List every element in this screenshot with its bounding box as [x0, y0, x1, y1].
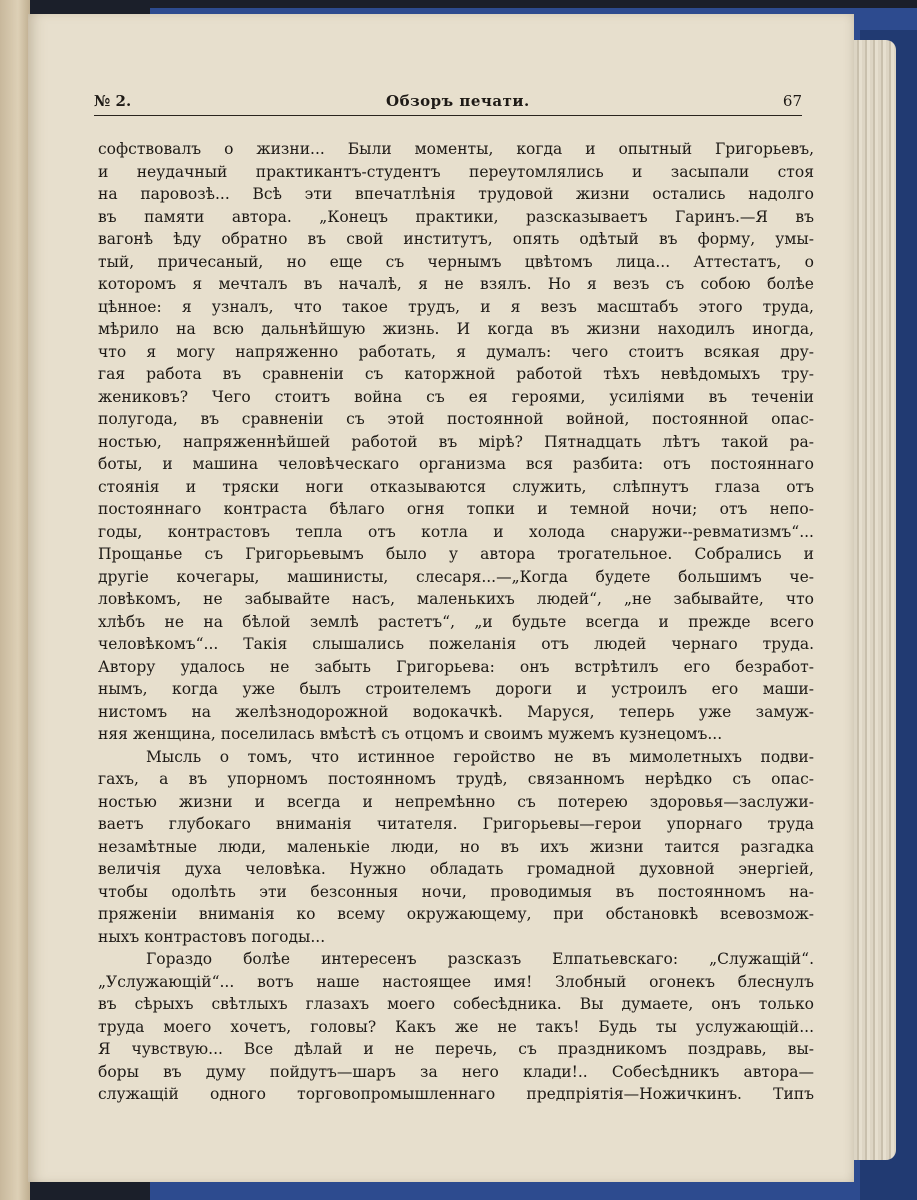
text-line: гая работа въ сравненіи съ каторжной работой тѣхъ невѣдомыхъ тру-: [98, 365, 814, 383]
text-line: человѣкомъ“... Такія слышались пожеланія отъ людей чернаго труда.: [98, 635, 814, 653]
text-line: служащій одного торговопромышленнаго предпріятія—Ножичкинъ. Типъ: [98, 1085, 814, 1103]
text-line: на паровозѣ... Всѣ эти впечатлѣнія трудовой жизни остались надолго: [98, 185, 814, 203]
text-line: ваетъ глубокаго вниманія читателя. Григорьевы—герои упорнаго труда: [98, 815, 814, 833]
facing-page-edge: [0, 0, 30, 1200]
issue-number: № 2.: [94, 92, 132, 110]
text-line: ностью, напряженнѣйшей работой въ мірѣ? Пятнадцать лѣтъ такой ра-: [98, 432, 814, 451]
section-title: Обзоръ печати.: [386, 92, 530, 110]
text-line: боры въ думу пойдутъ—шаръ за него клади!.. Собесѣдникъ автора—: [98, 1062, 814, 1081]
body-text: [98, 138, 814, 1106]
text-line: Прощанье съ Григорьевымъ было у автора трогательное. Собрались и: [98, 545, 814, 563]
text-line: величія духа человѣка. Нужно обладать громадной духовной энергіей,: [98, 860, 814, 878]
text-line: цѣнное: я узналъ, что такое трудъ, и я везъ масштабъ этого труда,: [98, 297, 814, 316]
text-line: софствовалъ о жизни... Были моменты, когда и опытный Григорьевъ,: [98, 140, 814, 158]
text-line: Гораздо болѣе интересенъ разсказъ Елпатьевскаго: „Служащій“.: [146, 950, 814, 968]
text-line: Я чувствую... Все дѣлай и не перечь, съ праздникомъ поздравь, вы-: [98, 1040, 814, 1058]
text-line: ловѣкомъ, не забывайте насъ, маленькихъ людей“, „не забывайте, что: [98, 590, 814, 608]
text-line: постояннаго контраста бѣлаго огня топки и темной ночи; отъ непо-: [98, 500, 814, 518]
text-line: въ памяти автора. „Конецъ практики, разсказываетъ Гаринъ.—Я въ: [98, 207, 814, 226]
text-line: которомъ я мечталъ въ началѣ, я не взялъ. Но я везъ съ собою болѣе: [98, 275, 814, 293]
text-line: что я могу напряженно работать, я думалъ: чего стоитъ всякая дру-: [98, 342, 814, 361]
text-line: „Услужающій“... вотъ наше настоящее имя! Злобный огонекъ блеснулъ: [98, 972, 814, 991]
text-line: пряженіи вниманія ко всему окружающему, при обстановкѣ всевозмож-: [98, 905, 814, 923]
text-line: жениковъ? Чего стоитъ война съ ея героями, усиліями въ теченіи: [98, 387, 814, 406]
text-line: тый, причесаный, но еще съ чернымъ цвѣтомъ лица... Аттестатъ, о: [98, 252, 814, 271]
text-line: труда моего хочетъ, головы? Какъ же не такъ! Будь ты услужающій...: [98, 1017, 814, 1036]
text-line: чтобы одолѣть эти безсонныя ночи, проводимыя въ постоянномъ на-: [98, 882, 814, 901]
text-line: гахъ, а въ упорномъ постоянномъ трудѣ, связанномъ нерѣдко съ опас-: [98, 770, 814, 788]
text-line: стоянія и тряски ноги отказываются служить, слѣпнутъ глаза отъ: [98, 477, 814, 496]
text-line: хлѣбъ не на бѣлой землѣ растетъ“, „и будьте всегда и прежде всего: [98, 612, 814, 631]
text-line: и неудачный практикантъ-студентъ переутомлялись и засыпали стоя: [98, 162, 814, 181]
text-line: ныхъ контрастовъ погоды...: [98, 927, 326, 946]
text-line: няя женщина, поселилась вмѣстѣ съ отцомъ и своимъ мужемъ кузнецомъ...: [98, 725, 723, 743]
running-header: [94, 88, 802, 116]
text-line: Мысль о томъ, что истинное геройство не въ мимолетныхъ подви-: [146, 747, 814, 766]
text-line: другіе кочегары, машинисты, слесаря...—„Когда будете большимъ че-: [98, 567, 814, 586]
text-line: годы, контрастовъ тепла отъ котла и холода снаружи--ревматизмъ“...: [98, 522, 814, 541]
text-line: мѣрило на всю дальнѣйшую жизнь. И когда въ жизни находилъ иногда,: [98, 320, 814, 338]
text-line: Автору удалось не забыть Григорьева: онъ встрѣтилъ его безработ-: [98, 657, 814, 676]
header-rule: [94, 115, 802, 116]
text-line: незамѣтные люди, маленькіе люди, но въ ихъ жизни таится разгадка: [98, 837, 814, 856]
text-line: боты, и машина человѣческаго организма вся разбита: отъ постояннаго: [98, 455, 814, 473]
text-line: полугода, въ сравненіи съ этой постоянной войной, постоянной опас-: [98, 410, 814, 428]
page-number: 67: [782, 92, 802, 110]
text-line: вагонѣ ѣду обратно въ свой институтъ, опять одѣтый въ форму, умы-: [98, 230, 814, 248]
text-line: ностью жизни и всегда и непремѣнно съ потерею здоровья—заслужи-: [98, 792, 814, 811]
book-page: [28, 14, 854, 1182]
text-line: нымъ, когда уже былъ строителемъ дороги и устроилъ его маши-: [98, 680, 814, 698]
text-line: нистомъ на желѣзнодорожной водокачкѣ. Маруся, теперь уже замуж-: [98, 702, 814, 721]
text-line: въ сѣрыхъ свѣтлыхъ глазахъ моего собесѣдника. Вы думаете, онъ только: [98, 995, 814, 1013]
